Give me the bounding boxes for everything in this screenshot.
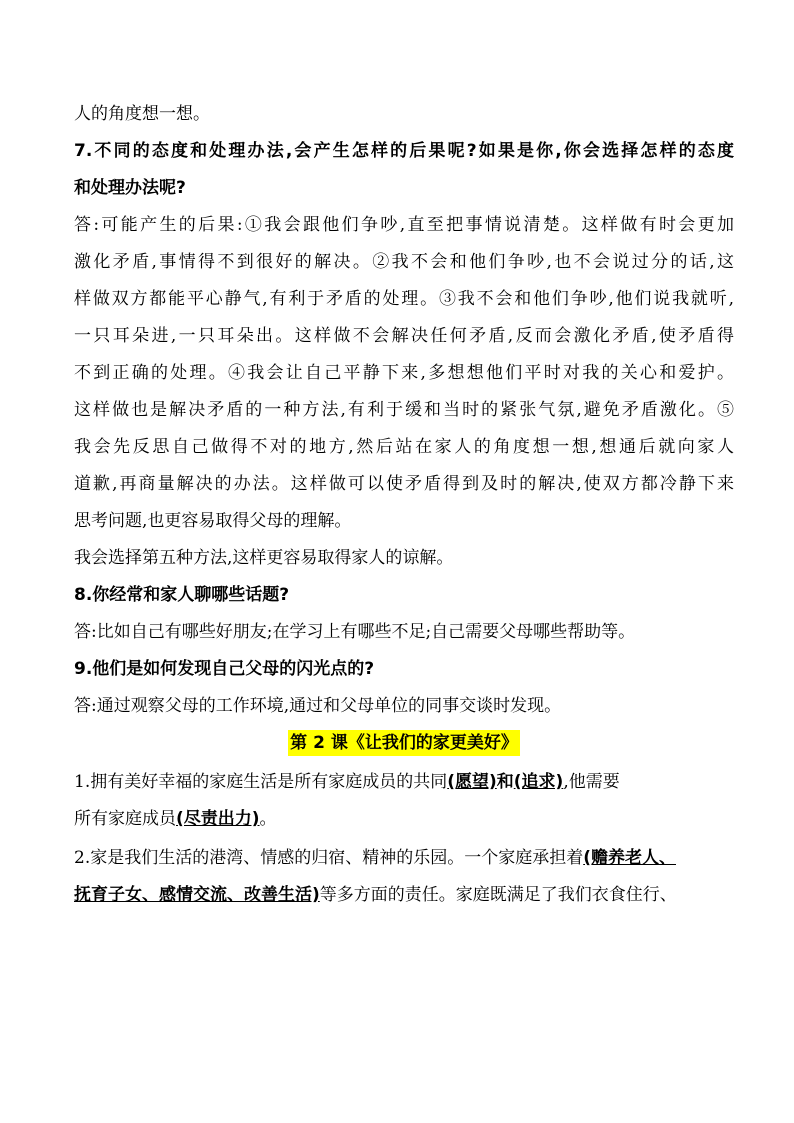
- answer-8: 答:比如自己有哪些好朋友;在学习上有哪些不足;自己需要父母哪些帮助等。: [74, 622, 636, 642]
- lesson-title-row: [74, 725, 734, 762]
- answer-9: 答:通过观察父母的工作环境,通过和父母单位的同事交谈时发现。: [74, 696, 562, 716]
- item-2-answer-part1: (赡养老人、: [583, 848, 676, 868]
- item-1-text-end: ,他需要: [563, 772, 620, 792]
- answer-7-choice: 我会选择第五种方法,这样更容易取得家人的谅解。: [74, 548, 454, 568]
- item-1-line-1: [74, 764, 734, 801]
- answer-7-line: 不到正确的处理。④我会让自己平静下来,多想想他们平时对我的关心和爱护。: [74, 363, 734, 383]
- item-1-answer-effort: (尽责出力): [176, 809, 260, 829]
- item-1-text: 所有家庭成员: [74, 809, 176, 829]
- question-9: 9.他们是如何发现自己父母的闪光点的?: [74, 659, 375, 679]
- answer-7-line: 样做双方都能平心静气,有利于矛盾的处理。③我不会和他们争吵,他们说我就听,: [74, 289, 734, 309]
- item-2-text-end: 等多方面的责任。家庭既满足了我们衣食住行、: [319, 885, 677, 905]
- answer-7-line: 一只耳朵进,一只耳朵出。这样做不会解决任何矛盾,反而会激化矛盾,使矛盾得: [74, 326, 734, 346]
- answer-7-line: 激化矛盾,事情得不到很好的解决。②我不会和他们争吵,也不会说过分的话,这: [74, 252, 734, 272]
- item-1-connector: 和: [496, 772, 514, 792]
- item-2-line-1: [74, 840, 734, 877]
- item-1-answer-pursuit: (追求): [513, 772, 564, 792]
- item-1-line-2: [74, 801, 734, 838]
- item-1-text: 1.拥有美好幸福的家庭生活是所有家庭成员的共同: [74, 772, 448, 792]
- answer-7-line: 思考问题,也更容易取得父母的理解。: [74, 511, 352, 531]
- question-8: 8.你经常和家人聊哪些话题?: [74, 585, 290, 605]
- lesson-title: 第 2 课《让我们的家更美好》: [288, 730, 520, 756]
- item-1-text-end: 。: [259, 809, 277, 829]
- answer-7-line: 我会先反思自己做得不对的地方,然后站在家人的角度想一想,想通后就向家人: [74, 437, 734, 457]
- answer-7-line: 这样做也是解决矛盾的一种方法,有利于缓和当时的紧张气氛,避免矛盾激化。⑤: [74, 400, 734, 420]
- question-7-cont: 和处理办法呢?: [74, 178, 186, 198]
- question-7: 7.不同的态度和处理办法,会产生怎样的后果呢?如果是你,你会选择怎样的态度: [74, 141, 734, 161]
- answer-7-line: 答:可能产生的后果:①我会跟他们争吵,直至把事情说清楚。这样做有时会更加: [74, 215, 734, 235]
- answer-7-line: 道歉,再商量解决的办法。这样做可以使矛盾得到及时的解决,使双方都冷静下来: [74, 474, 734, 494]
- item-1-answer-wish: (愿望): [447, 772, 497, 792]
- document-page: [74, 96, 734, 914]
- text-line: 人的角度想一想。: [74, 104, 210, 124]
- item-2-answer-part2: 抚育子女、感情交流、改善生活): [74, 885, 320, 905]
- item-2-line-2: [74, 877, 734, 914]
- item-2-text: 2.家是我们生活的港湾、情感的归宿、精神的乐园。一个家庭承担着: [74, 848, 584, 868]
